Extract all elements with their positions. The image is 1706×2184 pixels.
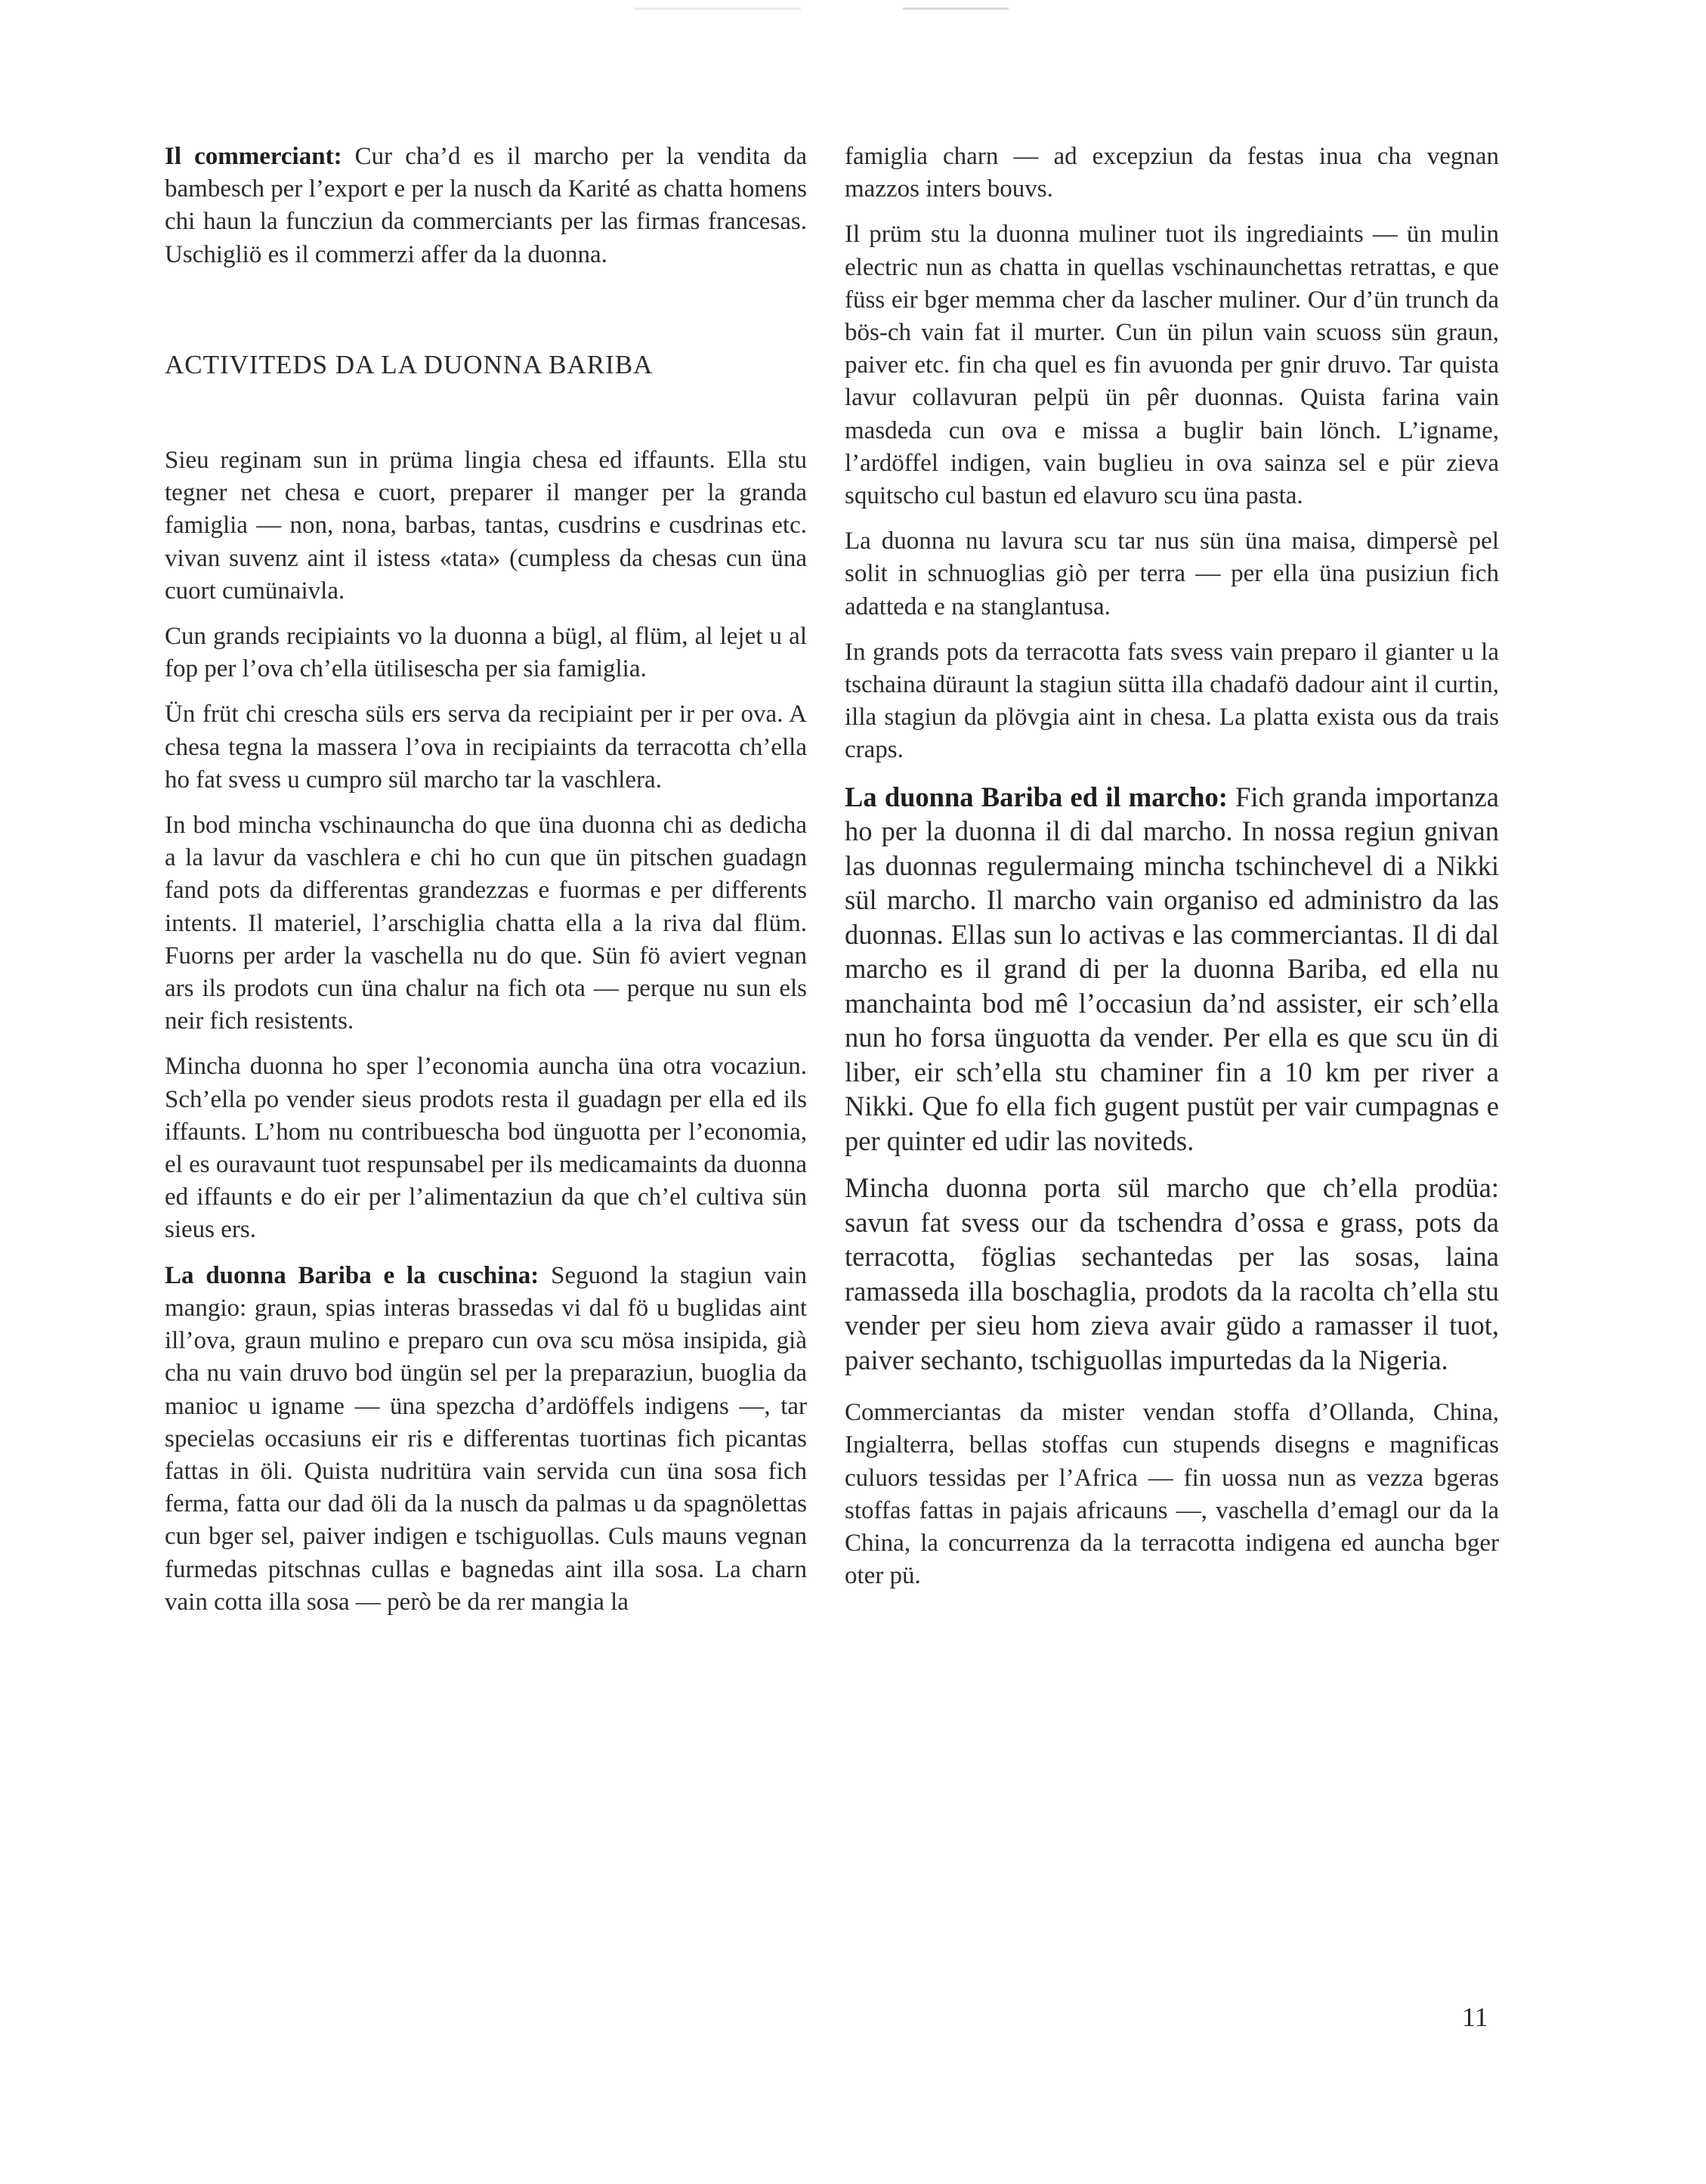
page-number: 11 — [1462, 2002, 1488, 2032]
paragraph-market-goods: Mincha duonna porta sül marcho que ch’ella prodüa: savun fat svess our da tschendra d’ossa e grass, pots da terracotta, föglias sechantedas per las sosas, laina ramasseda illa boschaglia, prodots da la racolta ch’ella stu vender per sieu hom zieva avair güdo a ramasser il tuot, paiver sechanto, tschiguollas impurtedas da la Nigeria. — [845, 1172, 1499, 1375]
paragraph-cuisine — [165, 1260, 807, 1619]
right-column — [845, 141, 1499, 1605]
scan-artifact — [903, 8, 1009, 10]
paragraph-text: Cur cha’d es il marcho per la vendita da bambesch per l’export e per la nusch da Karité as chatta homens chi haun la funcziun da commerciants per las firmas francesas. Uschigliö es il commerzi affer da la duonna. — [165, 143, 807, 268]
paragraph: In bod mincha vschinauncha do que üna duonna chi as dedicha a la lavur da vaschlera e chi ho cun que ün pitschen guadagn fand pots da differentas grandezzas e fuormas e per differents intents. Il materiel, l’arschiglia chatta ella a la riva dal flüm. Fuorns per arder la vaschella nu do que. Sün fö aviert vegnan ars ils prodots cun üna chalur na fich ota — perque nu sun els neir fich resistents. — [165, 812, 807, 1035]
paragraph: In grands pots da terracotta fats svess vain preparo il gianter u la tschaina düraunt la stagiun sütta illa chadafö dadour aint il curtin, illa stagiun da plövgia aint in chesa. La platta exista ous da trais craps. — [845, 638, 1499, 764]
paragraph: Ün früt chi crescha süls ers serva da recipiaint per ir per ova. A chesa tegna la massera l’ova in recipiaints da terracotta ch’ella ho fat svess u cumpro sül marcho tar la vaschlera. — [165, 701, 807, 793]
paragraph-text: Seguond la stagiun vain mangio: graun, spias interas brassedas vi dal fö u buglidas aint ill’ova, graun mulino e preparo cun ova scu mösa insipida, già cha nu vain druvo bod üngün sel per la preparaziun, buoglia da manioc u igname — üna spezcha d’ardöffels indigens —, tar specielas occasiuns eir ris e differentas tuortinas fich picantas fattas in öli. Quista nudritüra vain servida cun üna sosa fich ferma, fatta our dad öli da la nusch da palmas u da spagnölettas cun bger sel, paiver indigen e tschiguollas. Culs mauns vegnan furmedas pitschnas cullas e bagnedas aint illa sosa. La charn vain cotta illa sosa — però be da rer mangia la — [165, 1261, 807, 1616]
paragraph: Mincha duonna ho sper l’economia auncha üna otra vocaziun. Sch’ella po vender sieus prodots resta il guadagn per ella ed ils iffaunts. L’hom nu contribuescha bod ünguotta per l’economia, el es ouravaunt tuot respunsabel per ils medicamaints da duonna ed iffaunts e do eir per l’alimentaziun da que ch’el cultiva sün sieus ers. — [165, 1053, 807, 1244]
paragraph: Sieu reginam sun in prüma lingia chesa ed iffaunts. Ella stu tegner net chesa e cuort, preparer il manger per la granda famiglia — non, nona, barbas, tantas, cusdrins e cusdrinas etc. vivan suvenz aint il istess «tata» (cumpless da chesas cun üna cuort cumünaivla. — [165, 447, 807, 605]
section-heading: ACTIVITEDS DA LA DUONNA BARIBA — [165, 349, 654, 379]
paragraph-commerciant — [165, 141, 807, 271]
paragraph-market — [845, 780, 1499, 1159]
scan-artifact — [635, 8, 801, 10]
paragraph-lead: La duonna Bariba e la cuschina: — [165, 1261, 539, 1289]
paragraph: famiglia charn — ad excepziun da festas inua cha vegnan mazzos inters bouvs. — [845, 143, 1499, 203]
paragraph: Il prüm stu la duonna muliner tuot ils ingrediaints — ün mulin electric nun as chatta in quellas vschinaunchettas retrattas, e que füss eir bger memma cher da lascher muliner. Our d’ün trunch da bös-ch vain fat il murter. Cun ün pilun vain scuoss sün graun, paiver etc. fin cha quel es fin avuonda per gnir druvo. Tar quista lavur collavuran pelpü ün pêr duonnas. Quista farina vain masdeda cun ova e missa a buglir bain lönch. L’igname, l’ardöffel indigen, vain buglieu in ova sainza sel e pür zieva squitscho cul bastun ed elavuro scu üna pasta. — [845, 221, 1499, 510]
paragraph-text: Fich granda importanza ho per la duonna il di dal marcho. In nossa regiun gnivan las duonnas regulermaing mincha tschinchevel di a Nikki sül marcho. Il marcho vain organiso ed administro da las duonnas. Ellas sun lo activas e las commerciantas. Il di dal marcho es il grand di per la duonna Bariba, ed ella nu manchainta bod mê l’occasiun da’nd assister, eir sch’ella nun ho forsa ünguotta da vender. Per ella es que scu ün di liber, eir sch’ella stu chaminer fin a 10 km per river a Nikki. Que fo ella fich gugent pustüt per vair cumpagnas e per quinter ed udir las noviteds. — [845, 781, 1499, 1156]
paragraph: La duonna nu lavura scu tar nus sün üna maisa, dimpersè pel solit in schnuoglias giò per terra — per ella üna pusiziun fich adatteda e na stanglantusa. — [845, 527, 1499, 620]
paragraph: Cun grands recipiaints vo la duonna a bügl, al flüm, al lejet u al fop per l’ova ch’ella ütilisescha per sia famiglia. — [165, 623, 807, 683]
left-column — [165, 141, 807, 1632]
paragraph-lead: Il commerciant: — [165, 143, 342, 170]
paragraph-lead: La duonna Bariba ed il marcho: — [845, 781, 1228, 812]
paragraph-traders: Commerciantas da mister vendan stoffa d’Ollanda, China, Ingialterra, bellas stoffas cun stupends disegns e magnificas culuors tessidas per l’Africa — fin uossa nun as vezza bgeras stoffas fattas in pajais africauns —, vaschella d’emagl our da la China, la concurrenza da la terracotta indigena ed auncha bger oter pü. — [845, 1399, 1499, 1590]
